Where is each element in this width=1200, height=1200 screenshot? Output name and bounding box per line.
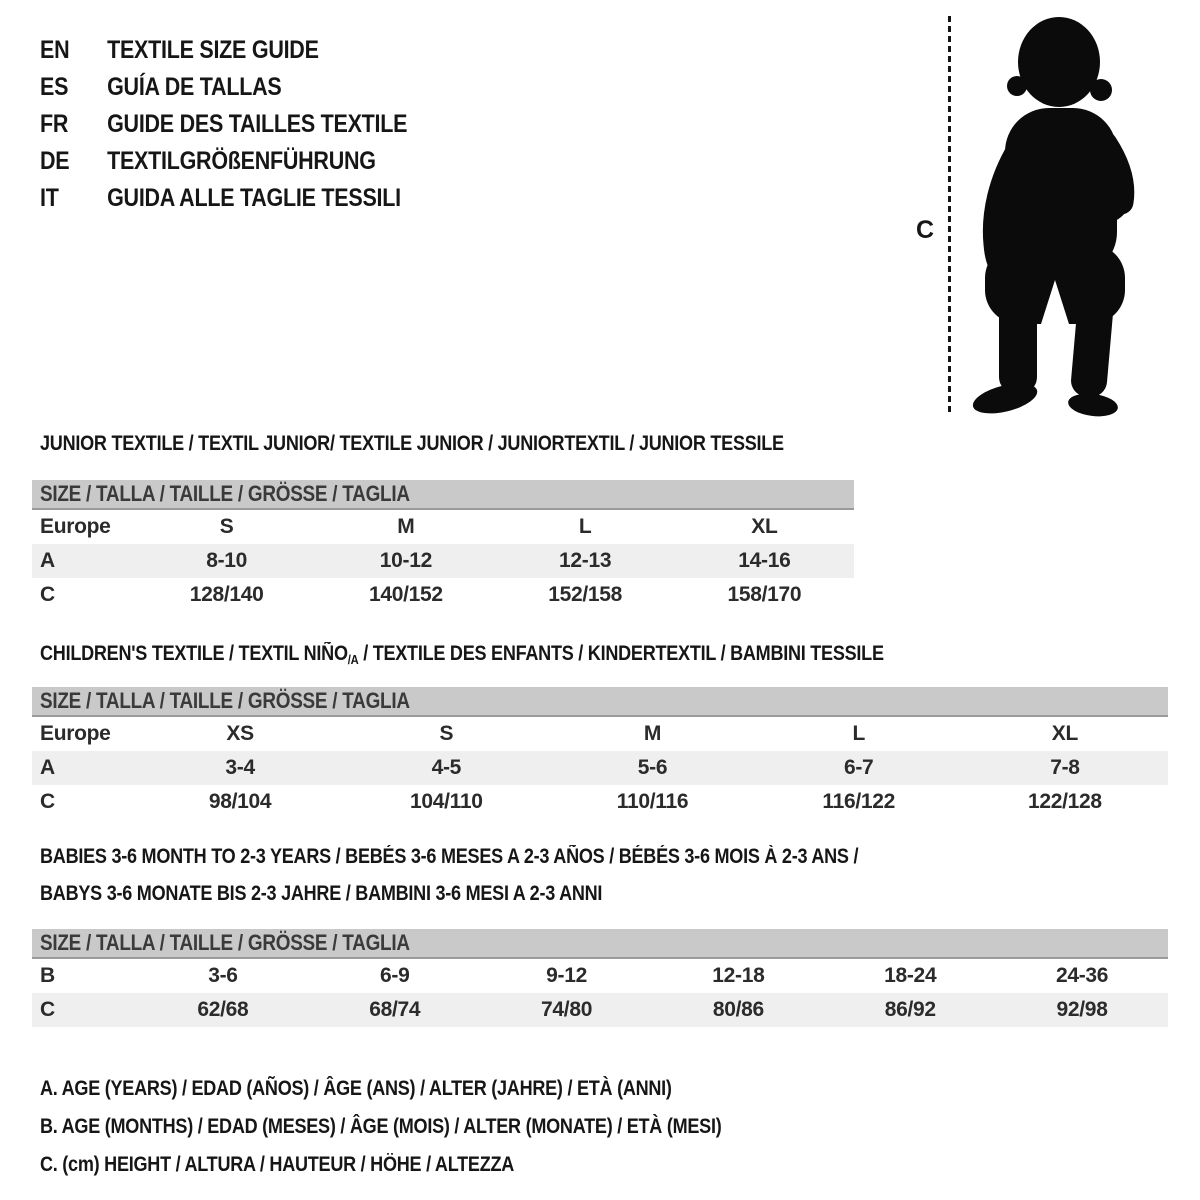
height-cell: 62/68 xyxy=(197,998,249,1021)
table-row-age xyxy=(32,751,1168,785)
size-header-bar: SIZE / TALLA / TAILLE / GRÖSSE / TAGLIA xyxy=(32,687,1168,717)
height-cell: 140/152 xyxy=(368,583,443,606)
section-title-babies-line2: BABYS 3-6 MONATE BIS 2-3 JAHRE / BAMBINI 3-6 MESI A 2-3 ANNI xyxy=(40,882,603,905)
language-row-en xyxy=(40,32,467,69)
section-title-children: CHILDREN'S TEXTILE / TEXTIL $NIÑO_{/A}$ / TEXTILE DES ENFANTS / KINDERTEXTIL / BAMBINI TESSILE xyxy=(40,642,884,667)
height-cell: 98/104 xyxy=(208,790,272,813)
months-cell: 6-9 xyxy=(380,964,410,987)
babies-size-table xyxy=(32,929,1168,1027)
junior-size-table xyxy=(32,480,854,612)
height-cell: 110/116 xyxy=(616,790,689,813)
months-cell: 3-6 xyxy=(208,964,238,987)
children-size-table xyxy=(32,687,1168,819)
size-header-bar: SIZE / TALLA / TAILLE / GRÖSSE / TAGLIA xyxy=(32,480,854,510)
size-cell: L xyxy=(852,722,865,745)
height-cell: 128/140 xyxy=(189,583,264,606)
language-row-de xyxy=(40,143,467,180)
age-cell: 3-4 xyxy=(225,756,255,779)
language-code: DE xyxy=(40,147,70,175)
table-row-months xyxy=(32,959,1168,993)
language-code: FR xyxy=(40,110,69,138)
legend-line-b: B. AGE (MONTHS) / EDAD (MESES) / ÂGE (MOIS) / ALTER (MONATE) / ETÀ (MESI) xyxy=(40,1115,722,1138)
height-cell: 122/128 xyxy=(1028,790,1102,813)
legend-line-c: C. (cm) HEIGHT / ALTURA / HAUTEUR / HÖHE / ALTEZZA xyxy=(40,1153,515,1176)
size-cell: XL xyxy=(751,515,778,538)
height-cell: 104/110 xyxy=(409,790,483,813)
row-label: C xyxy=(40,583,55,606)
section-title-babies-line1: BABIES 3-6 MONTH TO 2-3 YEARS / BEBÉS 3-6 MESES A 2-3 AÑOS / BÉBÉS 3-6 MOIS À 2-3 ANS / xyxy=(40,845,859,868)
table-row-age xyxy=(32,544,854,578)
size-cell: XS xyxy=(226,722,254,745)
months-cell: 18-24 xyxy=(884,964,937,987)
height-cell: 74/80 xyxy=(541,998,593,1021)
height-cell: 86/92 xyxy=(884,998,936,1021)
language-title-list xyxy=(40,32,467,217)
size-cell: M xyxy=(397,515,415,538)
age-cell: 12-13 xyxy=(559,549,612,572)
guide-title: TEXTILGRÖßENFÜHRUNG xyxy=(107,147,376,175)
height-cell: 80/86 xyxy=(712,998,764,1021)
language-row-fr xyxy=(40,106,467,143)
size-cell: XL xyxy=(1051,722,1079,745)
size-cell: M xyxy=(643,722,662,745)
table-row-height xyxy=(32,993,1168,1027)
row-label: A xyxy=(40,549,55,572)
height-cell: 68/74 xyxy=(369,998,421,1021)
measure-legend xyxy=(40,1070,832,1184)
months-cell: 9-12 xyxy=(546,964,587,987)
row-label: C xyxy=(40,998,55,1021)
age-cell: 10-12 xyxy=(379,549,432,572)
table-row-height xyxy=(32,785,1168,819)
height-measure-label: C xyxy=(916,216,934,244)
height-cell: 152/158 xyxy=(548,583,623,606)
size-cell: S xyxy=(219,515,234,538)
table-row-height xyxy=(32,578,854,612)
guide-title: GUIDE DES TAILLES TEXTILE xyxy=(107,110,408,138)
section-title-junior: JUNIOR TEXTILE / TEXTIL JUNIOR/ TEXTILE JUNIOR / JUNIORTEXTIL / JUNIOR TESSILE xyxy=(40,432,784,455)
table-row-europe xyxy=(32,510,854,544)
row-label: Europe xyxy=(40,515,111,538)
language-code: ES xyxy=(40,73,69,101)
guide-title: GUIDA ALLE TAGLIE TESSILI xyxy=(107,184,401,212)
height-cell: 116/122 xyxy=(822,790,896,813)
age-cell: 5-6 xyxy=(637,756,668,779)
months-cell: 24-36 xyxy=(1055,964,1109,987)
language-code: IT xyxy=(40,184,59,212)
height-cell: 158/170 xyxy=(727,583,802,606)
size-cell: S xyxy=(439,722,454,745)
age-cell: 4-5 xyxy=(431,756,462,779)
height-dashed-line xyxy=(948,16,951,416)
language-row-it xyxy=(40,180,467,217)
row-label: B xyxy=(40,964,55,987)
age-cell: 8-10 xyxy=(206,549,248,572)
age-cell: 7-8 xyxy=(1050,756,1080,779)
legend-line-a: A. AGE (YEARS) / EDAD (AÑOS) / ÂGE (ANS) / ALTER (JAHRE) / ETÀ (ANNI) xyxy=(40,1077,672,1100)
size-cell: L xyxy=(578,515,592,538)
language-code: EN xyxy=(40,36,70,64)
language-row-es xyxy=(40,69,467,106)
row-label: Europe xyxy=(40,722,111,745)
guide-title: GUÍA DE TALLAS xyxy=(107,73,282,101)
guide-title: TEXTILE SIZE GUIDE xyxy=(107,36,319,64)
table-row-europe xyxy=(32,717,1168,751)
age-cell: 6-7 xyxy=(843,756,874,779)
age-cell: 14-16 xyxy=(738,549,791,572)
months-cell: 12-18 xyxy=(712,964,765,987)
row-label: A xyxy=(40,756,55,779)
row-label: C xyxy=(40,790,55,813)
height-cell: 92/98 xyxy=(1056,998,1108,1021)
size-header-bar: SIZE / TALLA / TAILLE / GRÖSSE / TAGLIA xyxy=(32,929,1168,959)
baby-silhouette-icon xyxy=(955,12,1155,417)
